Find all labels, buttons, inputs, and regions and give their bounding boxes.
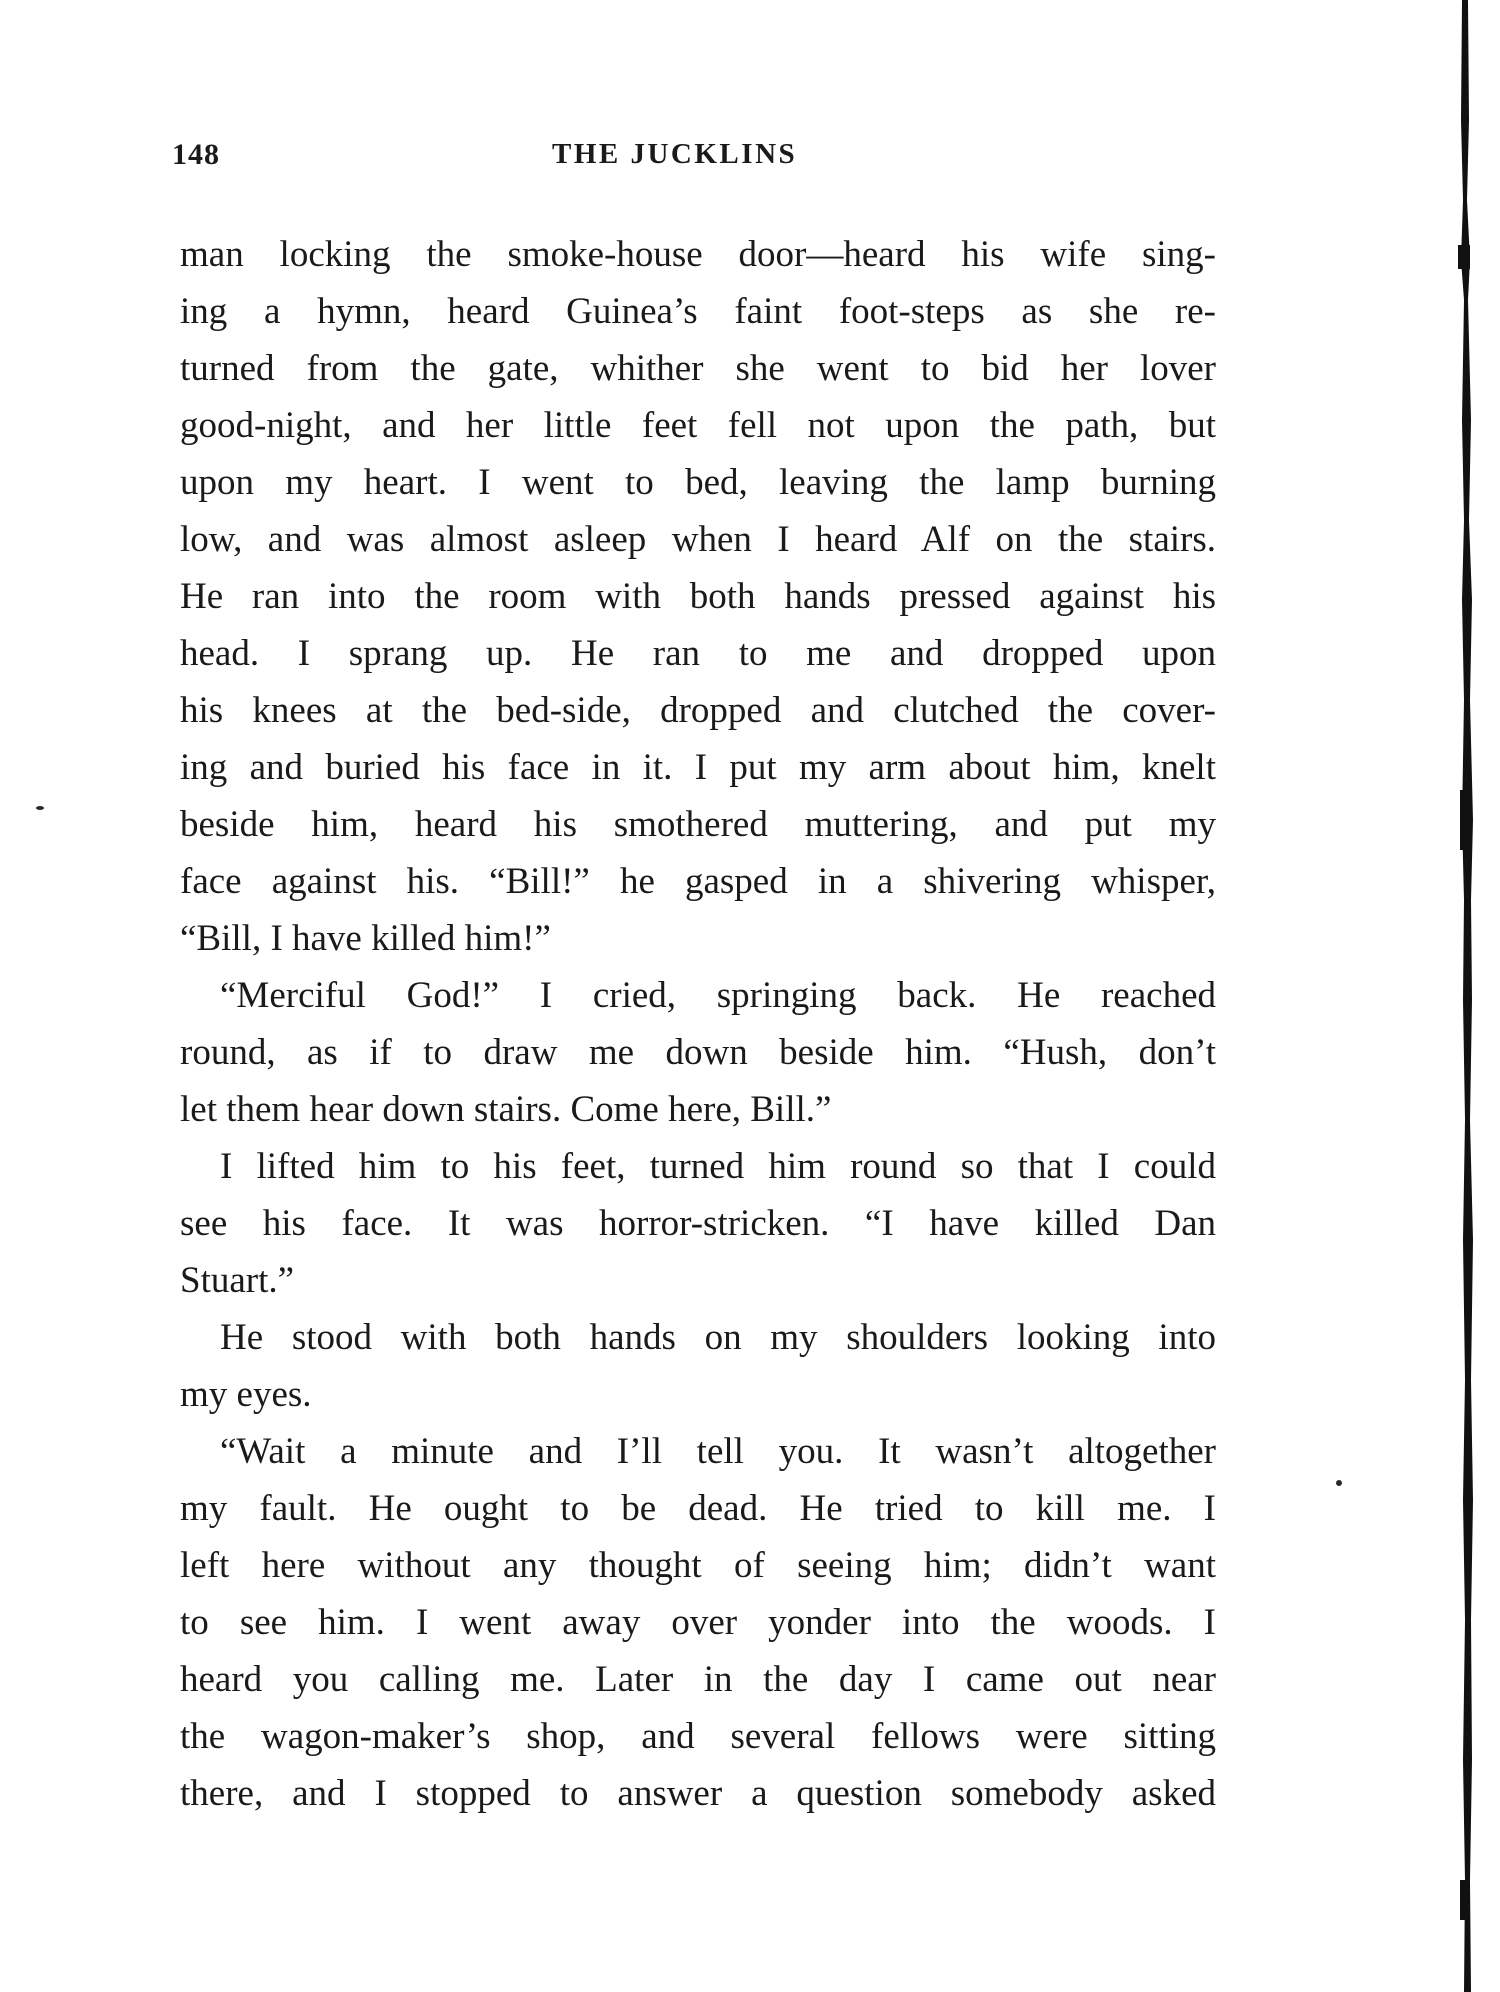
text-line: “Merciful God!” I cried, springing back. He reached: [220, 975, 1216, 1016]
binding-shadow: [1424, 0, 1484, 1992]
text-line: Stuart.”: [180, 1260, 295, 1301]
text-line: there, and I stopped to answer a question somebody asked: [180, 1773, 1216, 1814]
text-line: ing a hymn, heard Guinea’s faint foot-steps as she re-: [180, 291, 1216, 332]
text-line: “Wait a minute and I’ll tell you. It wasn’t altogether: [220, 1431, 1216, 1472]
text-line: heard you calling me. Later in the day I came out near: [180, 1659, 1216, 1700]
text-line: beside him, heard his smothered muttering, and put my: [180, 804, 1216, 845]
text-line: left here without any thought of seeing him; didn’t want: [180, 1545, 1216, 1586]
text-line: to see him. I went away over yonder into the woods. I: [180, 1602, 1216, 1643]
text-line: upon my heart. I went to bed, leaving the lamp burning: [180, 462, 1216, 503]
text-line: round, as if to draw me down beside him. “Hush, don’t: [180, 1032, 1216, 1073]
binding-shadow-blot: [1458, 245, 1470, 269]
text-line: his knees at the bed-side, dropped and clutched the cover-: [180, 690, 1216, 731]
text-line: face against his. “Bill!” he gasped in a shivering whisper,: [180, 861, 1216, 902]
text-line: “Bill, I have killed him!”: [180, 918, 551, 959]
binding-shadow-blot: [1460, 1880, 1470, 1920]
text-line: head. I sprang up. He ran to me and dropped upon: [180, 633, 1216, 674]
text-line: ing and buried his face in it. I put my arm about him, knelt: [180, 747, 1216, 788]
text-line: He stood with both hands on my shoulders looking into: [220, 1317, 1216, 1358]
body-text: [180, 226, 1216, 1822]
text-line: let them hear down stairs. Come here, Bill.”: [180, 1089, 832, 1130]
text-line: turned from the gate, whither she went to bid her lover: [180, 348, 1216, 389]
text-line: good-night, and her little feet fell not upon the path, but: [180, 405, 1216, 446]
text-line: my fault. He ought to be dead. He tried to kill me. I: [180, 1488, 1216, 1529]
text-line: see his face. It was horror-stricken. “I have killed Dan: [180, 1203, 1216, 1244]
running-head: [172, 138, 1212, 182]
text-line: the wagon-maker’s shop, and several fellows were sitting: [180, 1716, 1216, 1757]
text-line: I lifted him to his feet, turned him round so that I could: [220, 1146, 1216, 1187]
paper-speck: [36, 806, 44, 810]
text-line: low, and was almost asleep when I heard Alf on the stairs.: [180, 519, 1216, 560]
page-number: 148: [172, 138, 220, 171]
text-line: He ran into the room with both hands pressed against his: [180, 576, 1216, 617]
binding-shadow-stroke: [1461, 0, 1473, 1992]
text-line: man locking the smoke-house door—heard his wife sing-: [180, 234, 1216, 275]
text-line: my eyes.: [180, 1374, 312, 1415]
running-title: THE JUCKLINS: [552, 138, 798, 170]
binding-shadow-blot: [1460, 790, 1470, 850]
paper-speck: [1336, 1480, 1342, 1486]
